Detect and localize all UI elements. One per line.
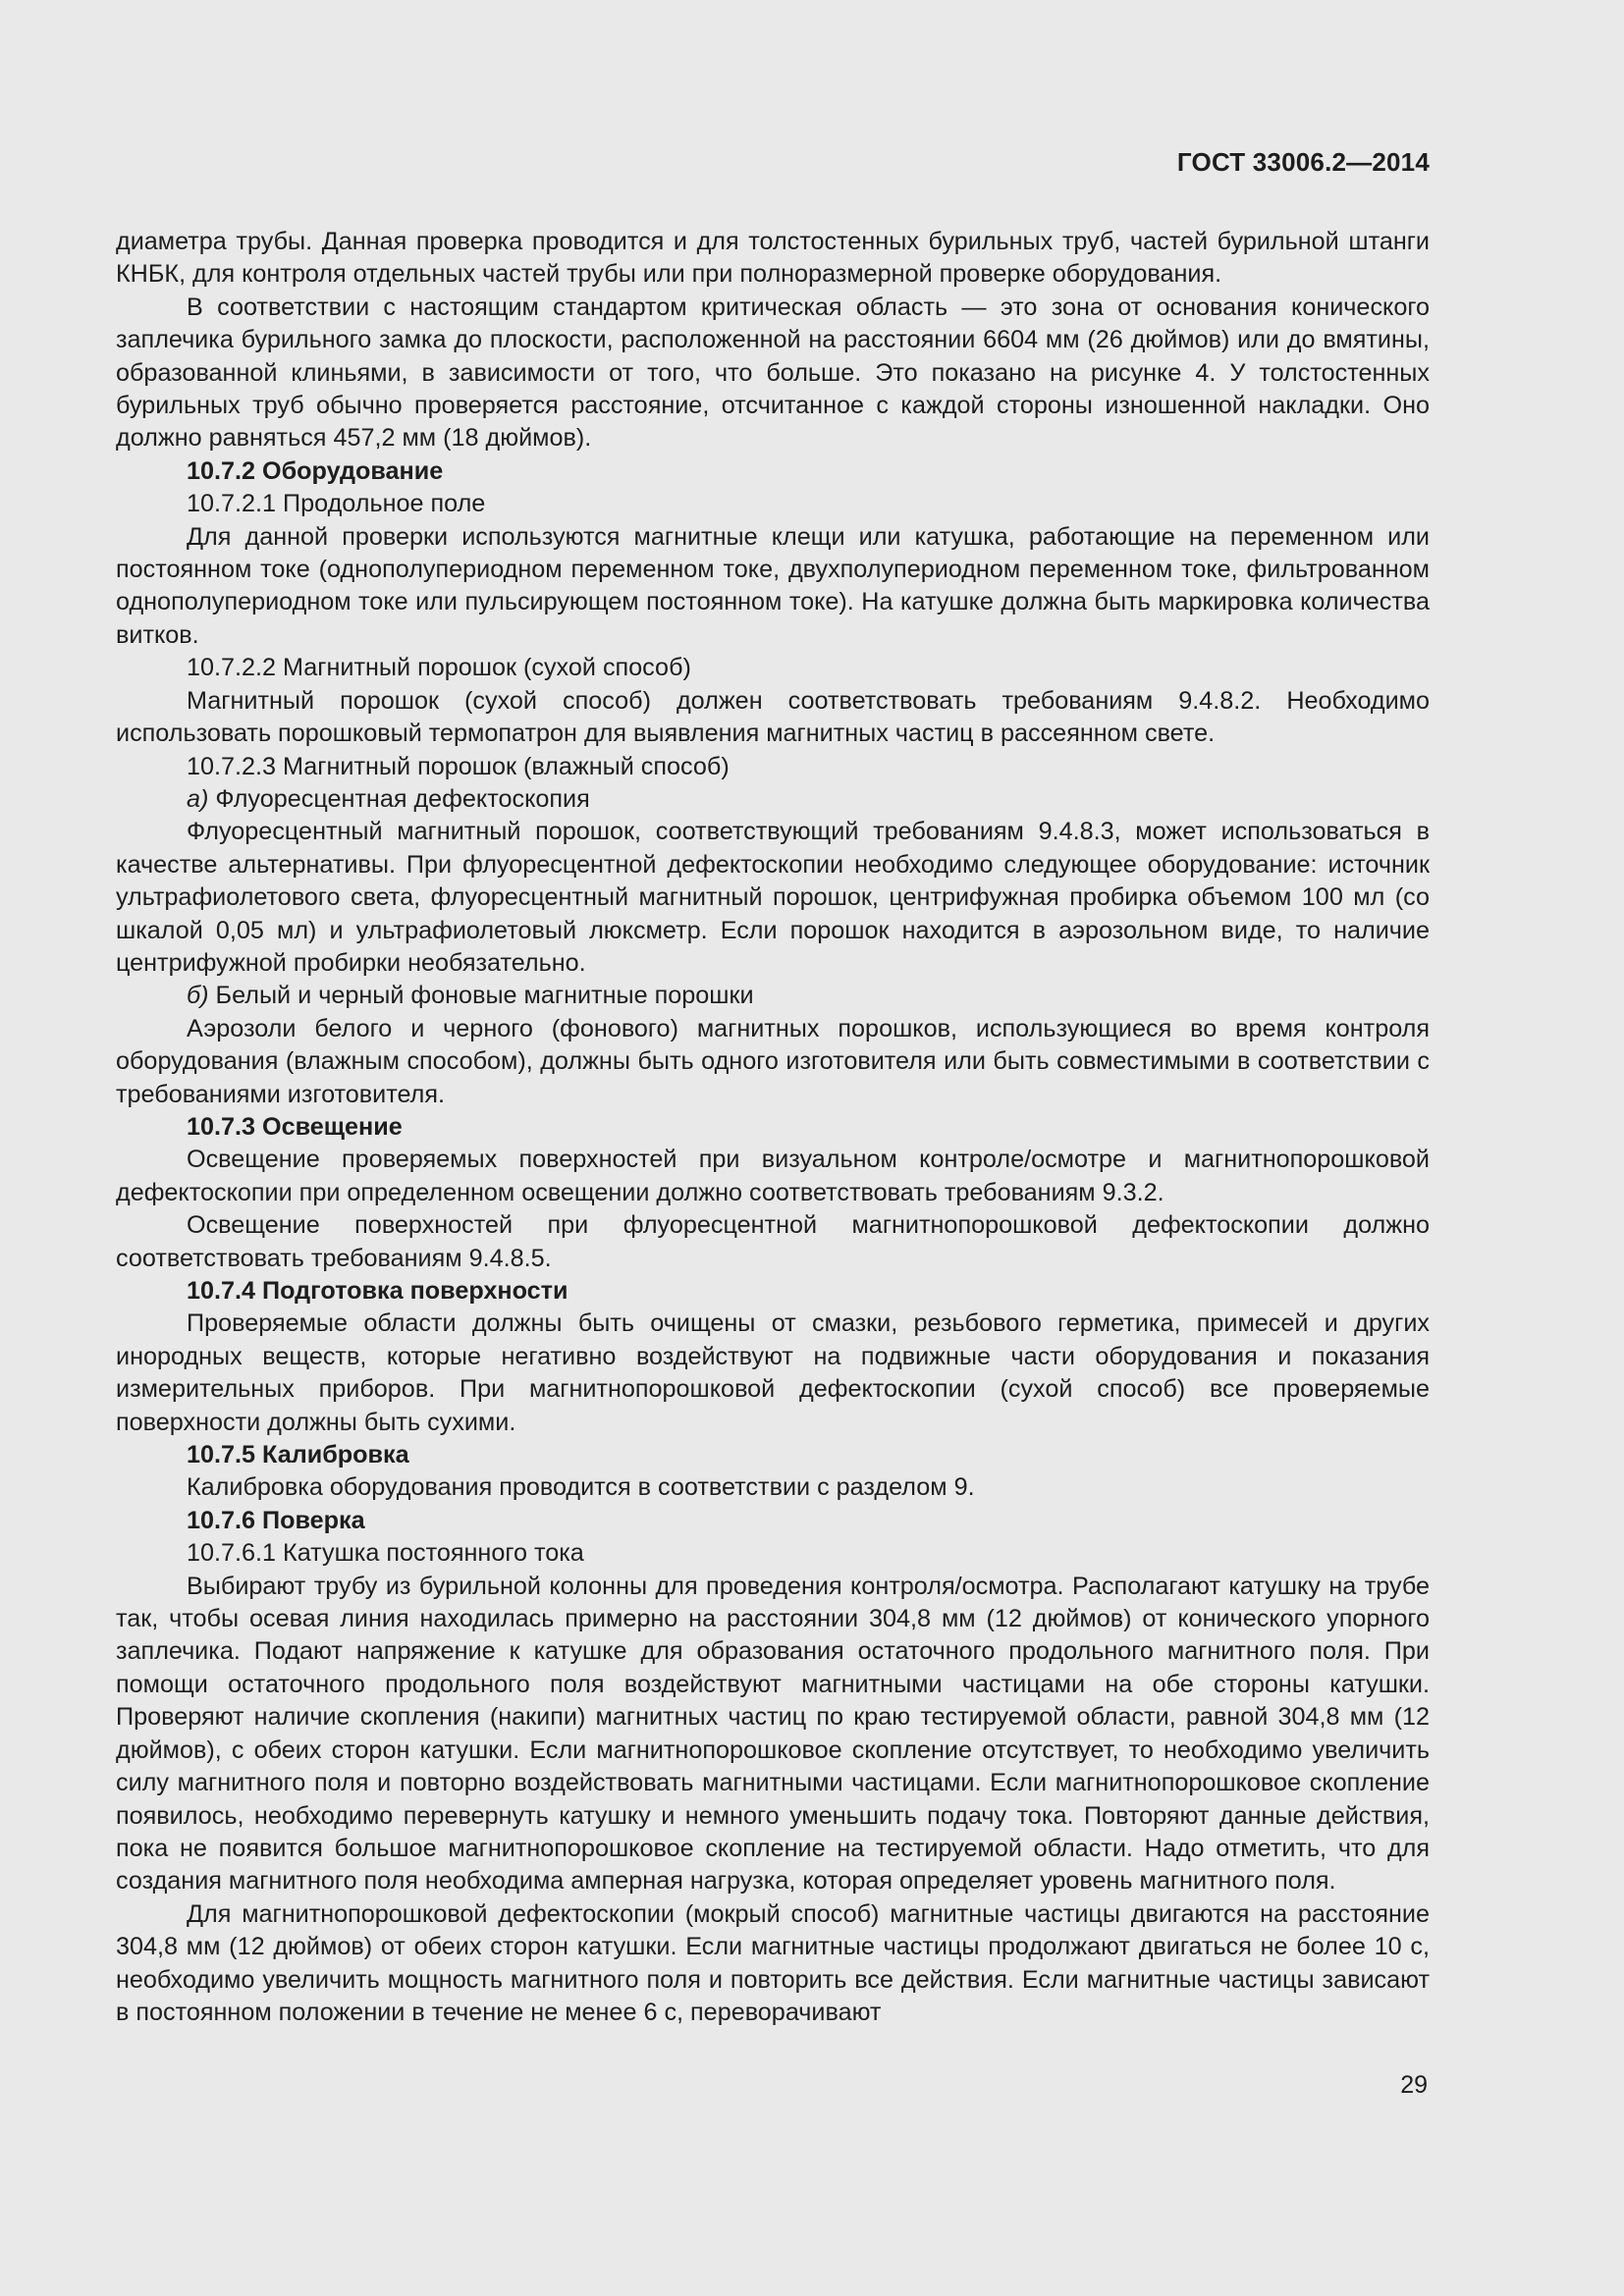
- list-item: [116, 783, 1430, 816]
- list-item-text: Флуоресцентная дефектоскопия: [208, 784, 590, 813]
- paragraph: Флуоресцентный магнитный порошок, соответствующий требованиям 9.4.8.3, может использоваться в качестве альтернативы. При флуоресцентной дефектоскопии необходимо следующее оборудование: источник ультрафиолетового света, флуоресцентный магнитный порошок, центрифужная пробирка объемом 100 мл (со шкалой 0,05 мл) и ультрафиолетовый люксметр. Если порошок находится в аэрозольном виде, то наличие центрифужной пробирки необязательно.: [116, 818, 1430, 977]
- paragraph: Освещение поверхностей при флуоресцентной магнитнопорошковой дефектоскопии должно соответствовать требованиям 9.4.8.5.: [116, 1211, 1430, 1272]
- paragraph: Для данной проверки используются магнитные клещи или катушка, работающие на переменном или постоянном токе (однополупериодном переменном токе, двухполупериодном переменном токе, фильтрованном однополупериодном токе или пульсирующем постоянном токе). На катушке должна быть маркировка количества витков.: [116, 522, 1430, 649]
- paragraph: Магнитный порошок (сухой способ) должен соответствовать требованиям 9.4.8.2. Необходимо использовать порошковый термопатрон для выявления магнитных частиц в рассеянном свете.: [116, 686, 1430, 748]
- subsection-heading: 10.7.6.1 Катушка постоянного тока: [187, 1539, 584, 1568]
- page-number: 29: [1400, 2071, 1428, 2099]
- section-heading: 10.7.3 Освещение: [187, 1112, 403, 1141]
- paragraph: В соответствии с настоящим стандартом критическая область — это зона от основания конического заплечика бурильного замка до плоскости, расположенной на расстоянии 6604 мм (26 дюймов) или до вмятины, образованной клиньями, в зависимости от того, что больше. Это показано на рисунке 4. У толстостенных бурильных труб обычно проверяется расстояние, отсчитанное с каждой стороны изношенной накладки. Оно должно равняться 457,2 мм (18 дюймов).: [116, 293, 1430, 453]
- list-item: [116, 980, 1430, 1012]
- standard-header: ГОСТ 33006.2—2014: [1176, 147, 1430, 177]
- paragraph: Выбирают трубу из бурильной колонны для проведения контроля/осмотра. Располагают катушку на трубе так, чтобы осевая линия находилась примерно на расстоянии 304,8 мм (12 дюймов) от конического упорного заплечика. Подают напряжение к катушке для образования остаточного продольного магнитного поля. При помощи остаточного продольного поля воздействуют магнитными частицами на обе стороны катушки. Проверяют наличие скопления (накипи) магнитных частиц по краю тестируемой области, равной 304,8 мм (12 дюймов), с обеих сторон катушки. Если магнитнопорошковое скопление отсутствует, то необходимо увеличить силу магнитного поля и повторно воздействовать магнитными частицами. Если магнитнопорошковое скопление появилось, необходимо перевернуть катушку и немного уменьшить подачу тока. Повторяют данные действия, пока не появится большое магнитнопорошковое скопление на тестируемой области. Надо отметить, что для создания магнитного поля необходима амперная нагрузка, которая определяет уровень магнитного поля.: [116, 1572, 1430, 1896]
- paragraph: Аэрозоли белого и черного (фонового) магнитных порошков, использующиеся во время контроля оборудования (влажным способом), должны быть одного изготовителя или быть совместимыми в соответствии с требованиями изготовителя.: [116, 1014, 1430, 1108]
- paragraph: Освещение проверяемых поверхностей при визуальном контроле/осмотре и магнитнопорошковой дефектоскопии при определенном освещении должно соответствовать требованиям 9.3.2.: [116, 1146, 1430, 1206]
- paragraph: Проверяемые области должны быть очищены от смазки, резьбового герметика, примесей и других инородных веществ, которые негативно воздействуют на подвижные части оборудования и показания измерительных приборов. При магнитнопорошковой дефектоскопии (сухой способ) все проверяемые поверхности должны быть сухими.: [116, 1309, 1430, 1436]
- list-marker: а): [187, 784, 209, 813]
- paragraph: Для магнитнопорошковой дефектоскопии (мокрый способ) магнитные частицы двигаются на расстояние 304,8 мм (12 дюймов) от обеих сторон катушки. Если магнитные частицы продолжают двигаться не более 10 с, необходимо увеличить мощность магнитного поля и повторить все действия. Если магнитные частицы зависают в постоянном положении в течение не менее 6 с, переворачивают: [116, 1899, 1430, 2026]
- section-heading: 10.7.6 Поверка: [187, 1506, 365, 1534]
- list-item-text: Белый и черный фоновые магнитные порошки: [208, 982, 754, 1010]
- subsection-heading: 10.7.2.2 Магнитный порошок (сухой способ): [187, 654, 691, 682]
- section-heading: 10.7.4 Подготовка поверхности: [187, 1277, 568, 1305]
- list-marker: б): [187, 982, 209, 1010]
- subsection-heading: 10.7.2.1 Продольное поле: [187, 490, 486, 518]
- subsection-heading: 10.7.2.3 Магнитный порошок (влажный способ): [187, 752, 730, 780]
- paragraph: диаметра трубы. Данная проверка проводится и для толстостенных бурильных труб, частей бурильной штанги КНБК, для контроля отдельных частей трубы или при полноразмерной проверке оборудования.: [116, 228, 1430, 289]
- section-heading: 10.7.5 Калибровка: [187, 1441, 409, 1469]
- section-heading: 10.7.2 Оборудование: [187, 456, 444, 485]
- paragraph: Калибровка оборудования проводится в соответствии с разделом 9.: [187, 1473, 975, 1502]
- page-body: [116, 226, 1430, 2029]
